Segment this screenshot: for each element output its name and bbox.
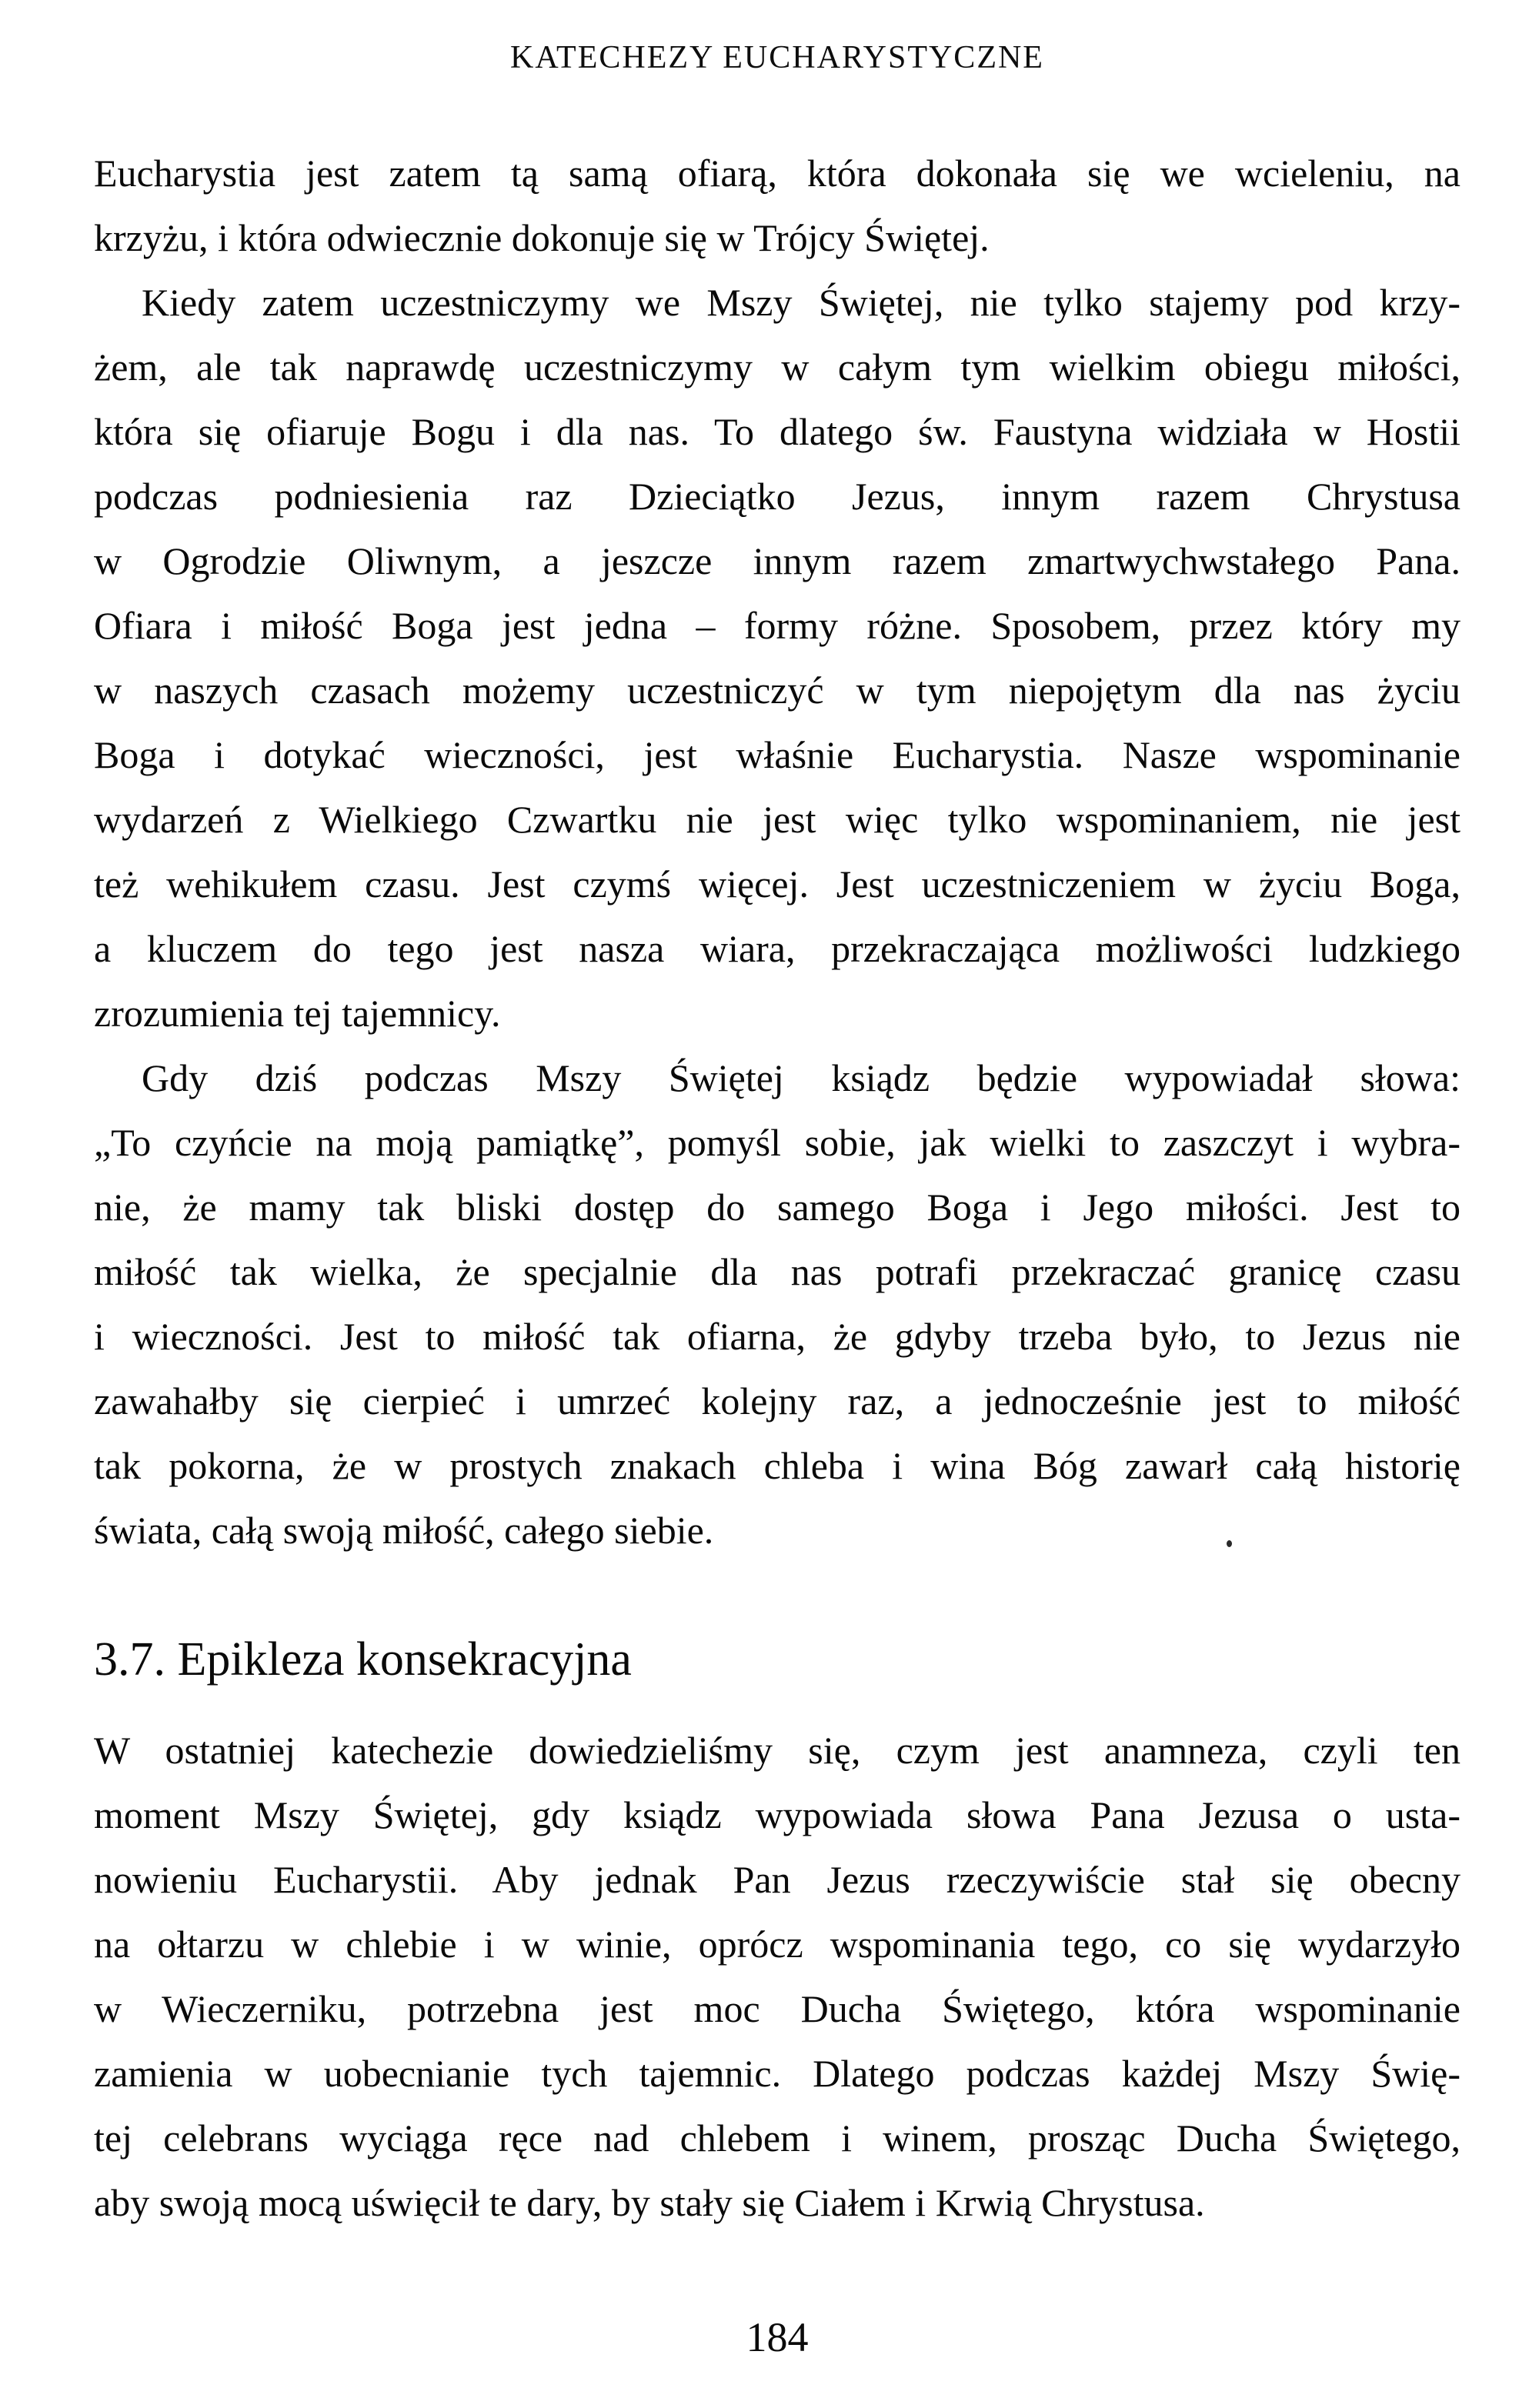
paragraph bbox=[94, 141, 1461, 270]
text-line: tak pokorna, że w prostych znakach chleba i wina Bóg zawarł całą historię bbox=[94, 1444, 1461, 1487]
text-line: Ofiara i miłość Boga jest jedna – formy różne. Sposobem, przez który my bbox=[94, 604, 1461, 647]
text-line: moment Mszy Świętej, gdy ksiądz wypowiada słowa Pana Jezusa o usta- bbox=[94, 1793, 1461, 1836]
text-line: w naszych czasach możemy uczestniczyć w tym niepojętym dla nas życiu bbox=[94, 669, 1461, 712]
text-line: tej celebrans wyciąga ręce nad chlebem i winem, prosząc Ducha Świętego, bbox=[94, 2116, 1461, 2160]
text-line: „To czyńcie na moją pamiątkę”, pomyśl sobie, jak wielki to zaszczyt i wybra- bbox=[94, 1121, 1461, 1164]
text-line: nowieniu Eucharystii. Aby jednak Pan Jezus rzeczywiście stał się obecny bbox=[94, 1858, 1461, 1901]
scan-speck bbox=[1227, 1540, 1232, 1547]
text-line: która się ofiaruje Bogu i dla nas. To dlatego św. Faustyna widziała w Hostii bbox=[94, 410, 1461, 453]
text-line: w Wieczerniku, potrzebna jest moc Ducha Świętego, która wspominanie bbox=[94, 1987, 1461, 2030]
text-line: zawahałby się cierpieć i umrzeć kolejny raz, a jednocześnie jest to miłość bbox=[94, 1379, 1461, 1422]
section-heading: 3.7. Epikleza konsekracyjna bbox=[94, 1633, 632, 1686]
paragraphs-after-heading bbox=[94, 1718, 1461, 2235]
text-line: aby swoją mocą uświęcił te dary, by stały się Ciałem i Krwią Chrystusa. bbox=[94, 2181, 1205, 2224]
text-line: w Ogrodzie Oliwnym, a jeszcze innym razem zmartwychwstałego Pana. bbox=[94, 539, 1461, 582]
text-line: też wehikułem czasu. Jest czymś więcej. Jest uczestniczeniem w życiu Boga, bbox=[94, 862, 1461, 906]
running-header: KATECHEZY EUCHARYSTYCZNE bbox=[510, 40, 1044, 75]
paragraph bbox=[94, 1046, 1461, 1563]
text-line: i wieczności. Jest to miłość tak ofiarna, że gdyby trzeba było, to Jezus nie bbox=[94, 1315, 1461, 1358]
text-line: krzyżu, i która odwiecznie dokonuje się w Trójcy Świętej. bbox=[94, 216, 990, 259]
text-line: nie, że mamy tak bliski dostęp do samego Boga i Jego miłości. Jest to bbox=[94, 1186, 1461, 1229]
text-block bbox=[94, 141, 1461, 2235]
text-line: Kiedy zatem uczestniczymy we Mszy Świętej, nie tylko stajemy pod krzy- bbox=[142, 281, 1461, 324]
paragraph bbox=[94, 1718, 1461, 2235]
page-number: 184 bbox=[746, 2314, 809, 2360]
text-line: świata, całą swoją miłość, całego siebie. bbox=[94, 1509, 714, 1552]
text-line: wydarzeń z Wielkiego Czwartku nie jest więc tylko wspominaniem, nie jest bbox=[94, 798, 1461, 841]
text-line: miłość tak wielka, że specjalnie dla nas potrafi przekraczać granicę czasu bbox=[94, 1250, 1461, 1293]
paragraphs-before-heading bbox=[94, 141, 1461, 1563]
text-line: a kluczem do tego jest nasza wiara, przekraczająca możliwości ludzkiego bbox=[94, 927, 1461, 970]
text-line: zamienia w uobecnianie tych tajemnic. Dlatego podczas każdej Mszy Świę- bbox=[94, 2052, 1461, 2095]
text-line: Eucharystia jest zatem tą samą ofiarą, która dokonała się we wcieleniu, na bbox=[94, 152, 1461, 195]
paragraph bbox=[94, 270, 1461, 1046]
text-line: zrozumienia tej tajemnicy. bbox=[94, 992, 501, 1035]
text-line: na ołtarzu w chlebie i w winie, oprócz wspominania tego, co się wydarzyło bbox=[94, 1923, 1461, 1966]
text-line: Gdy dziś podczas Mszy Świętej ksiądz będzie wypowiadał słowa: bbox=[142, 1056, 1461, 1099]
text-line: Boga i dotykać wieczności, jest właśnie Eucharystia. Nasze wspominanie bbox=[94, 733, 1461, 776]
text-line: żem, ale tak naprawdę uczestniczymy w całym tym wielkim obiegu miłości, bbox=[94, 345, 1461, 389]
text-line: W ostatniej katechezie dowiedzieliśmy się, czym jest anamneza, czyli ten bbox=[94, 1729, 1461, 1772]
text-line: podczas podniesienia raz Dzieciątko Jezus, innym razem Chrystusa bbox=[94, 475, 1461, 518]
